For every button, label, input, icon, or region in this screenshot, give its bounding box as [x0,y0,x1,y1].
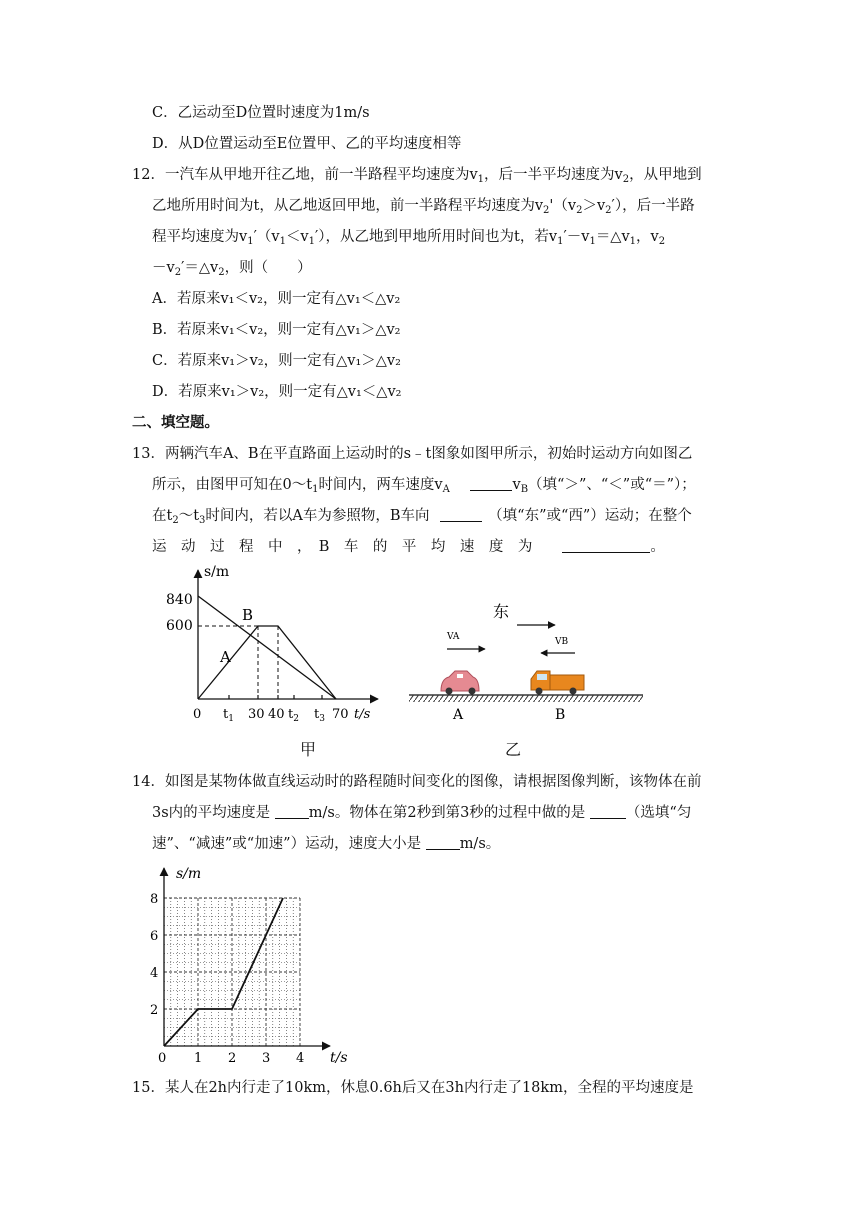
line-a [198,596,336,699]
tick-0: 0 [193,707,202,722]
y-tick-label: 4 [150,966,159,981]
x-tick-label: 0 [158,1051,167,1066]
q12-option-c: C．若原来v₁＞v₂，则一定有△v₁＞△v₂ [152,353,401,369]
q12-line-2: 乙地所用时间为t，从乙地返回甲地，前一半路程平均速度为$v_2'(v_2>v_2')$，后一半路 [152,198,695,216]
line-b [198,626,336,699]
q14-blank-2[interactable] [590,804,626,819]
figure-14-chart [140,860,370,1070]
q15-line-1: 15．某人在2h内行走了10km，休息0.6h后又在3h内行走了18km，全程的平均速度是 [132,1080,694,1096]
label-a: A [220,648,231,666]
caption-yi: 乙 [505,740,522,759]
y-axis-label: s/m [176,866,202,882]
figure-13-jia [160,560,390,730]
tick-600: 600 [166,618,193,634]
tick-t3: $t_3$ [314,707,325,724]
y-tick-label: 2 [150,1003,159,1018]
x-tick-label: 3 [262,1051,271,1066]
q12-option-b: B．若原来v₁＜v₂，则一定有△v₁＞△v₂ [152,322,401,338]
car-a-icon [441,671,479,695]
label-b: B [242,606,254,624]
tick-840: 840 [166,592,193,608]
ground-hatch [409,695,643,702]
y-axis-label: s/m [204,564,230,580]
q11-option-c: C．乙运动至D位置时速度为1m/s [152,105,370,121]
q14-line-2: 3s内的平均速度是 m/s。物体在第2秒到第3秒的过程中做的是 （选填“匀 [152,805,692,821]
q14-line-3: 速”、“减速”或“加速”）运动，速度大小是 m/s。 [152,836,501,852]
label-va: VA [447,632,460,642]
q14-blank-3[interactable] [426,835,460,850]
caption-jia: 甲 [300,740,317,759]
label-vb: VB [555,637,569,647]
truck-b-icon [531,671,584,695]
q13-blank-2[interactable] [440,507,482,522]
q11-option-d: D．从D位置运动至E位置甲、乙的平均速度相等 [152,136,462,152]
tick-70: 70 [332,707,349,722]
x-tick-label: 2 [228,1051,237,1066]
q12-line-4: $-v_2'=\triangle v_2$，则（ ） [152,260,312,278]
tick-t2: $t_2$ [288,707,299,724]
label-car-a: A [453,707,464,723]
q12-line-1: 12．一汽车从甲地开往乙地，前一半路程平均速度为$v_1$，后一半平均速度为$v_2$，从甲地到 [132,167,702,185]
y-tick-label: 8 [150,892,159,907]
q12-line-3: 程平均速度为$v_1'(v_1<v_1')$，从乙地到甲地所用时间也为t，若$v_1'-v_1=\triangle v_1$，$v_2$ [152,229,666,247]
q13-blank-1[interactable] [470,476,512,491]
x-tick-label: 1 [194,1051,203,1066]
label-car-b: B [555,707,566,723]
section-heading: 二、填空题。 [132,414,219,431]
x-tick-label: 4 [296,1051,305,1066]
q12-option-d: D．若原来v₁＞v₂，则一定有△v₁＜△v₂ [152,384,402,400]
tick-30: 30 [248,707,265,722]
x-axis-label: t/s [330,1050,348,1066]
x-axis-label: t/s [354,707,371,722]
label-east: 东 [493,602,510,621]
q12-option-a: A．若原来v₁＜v₂，则一定有△v₁＜△v₂ [152,291,401,307]
q14-blank-1[interactable] [275,804,309,819]
q13-line-4: 运 动 过 程 中 ， B 车 的 平 均 速 度 为 。 [152,539,665,555]
tick-40: 40 [268,707,285,722]
y-tick-label: 6 [150,929,159,944]
q13-line-2: 所示，由图甲可知在$0\sim t_1$时间内，两车速度$v_A$ $v_B$（填“＞”、“＜”或“＝”）； [152,477,696,495]
q13-line-1: 13．两辆汽车A、B在平直路面上运动时的s﹣t图象如图甲所示，初始时运动方向如图乙 [132,446,693,462]
tick-t1: $t_1$ [223,707,234,724]
q13-line-3: 在$t_2\sim t_3$时间内，若以A车为参照物，B车向 （填“东”或“西”）运动；在整个 [152,508,692,526]
q14-line-1: 14．如图是某物体做直线运动时的路程随时间变化的图像，请根据图像判断，该物体在前 [132,774,702,790]
figure-13-yi [405,595,650,725]
q13-blank-3[interactable] [562,538,650,553]
